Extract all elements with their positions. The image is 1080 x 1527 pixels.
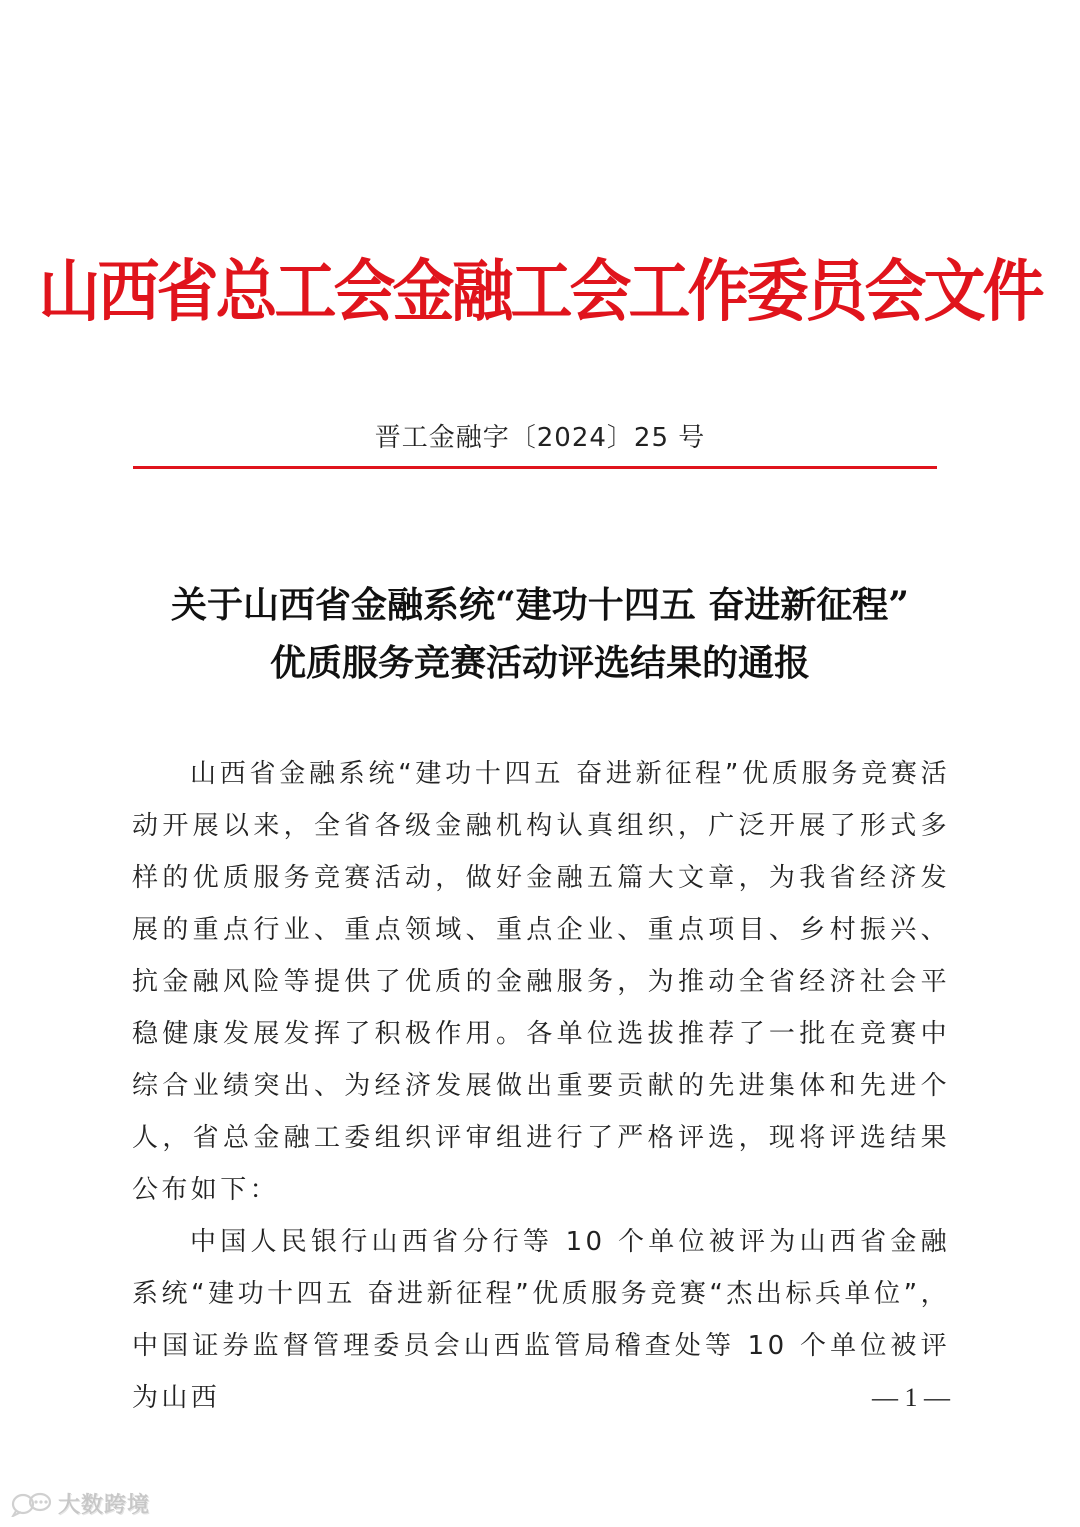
chat-bubble-logo-icon (10, 1491, 54, 1517)
body-paragraph-2: 中国人民银行山西省分行等 10 个单位被评为山西省金融系统“建功十四五 奋进新征程”优质服务竞赛“杰出标兵单位”，中国证券监督管理委员会山西监管局稽查处等 10 个单位被评为山西 (132, 1227, 950, 1413)
document-body (132, 748, 950, 1424)
issuer-heading: 山西省总工会金融工会工作委员会文件 (38, 252, 1042, 331)
document-title (110, 576, 970, 692)
title-line-2: 优质服务竞赛活动评选结果的通报 (269, 642, 810, 684)
red-divider-line (133, 466, 937, 469)
document-number: 晋工金融字〔2024〕25 号 (374, 423, 706, 453)
page-number: — 1 — (872, 1383, 950, 1412)
body-paragraph-1: 山西省金融系统“建功十四五 奋进新征程”优质服务竞赛活动开展以来，全省各级金融机构认真组织，广泛开展了形式多样的优质服务竞赛活动，做好金融五篇大文章，为我省经济发展的重点行业、重点领域、重点企业、重点项目、乡村振兴、抗金融风险等提供了优质的金融服务，为推动全省经济社会平稳健康发展发挥了积极作用。各单位选拔推荐了一批在竞赛中综合业绩突出、为经济发展做出重要贡献的先进集体和先进个人，省总金融工委组织评审组进行了严格评选，现将评选结果公布如下： (132, 759, 950, 1205)
watermark-text: 大数跨境 (58, 1493, 151, 1518)
watermark (10, 1488, 150, 1519)
title-line-1: 关于山西省金融系统“建功十四五 奋进新征程” (171, 584, 909, 626)
